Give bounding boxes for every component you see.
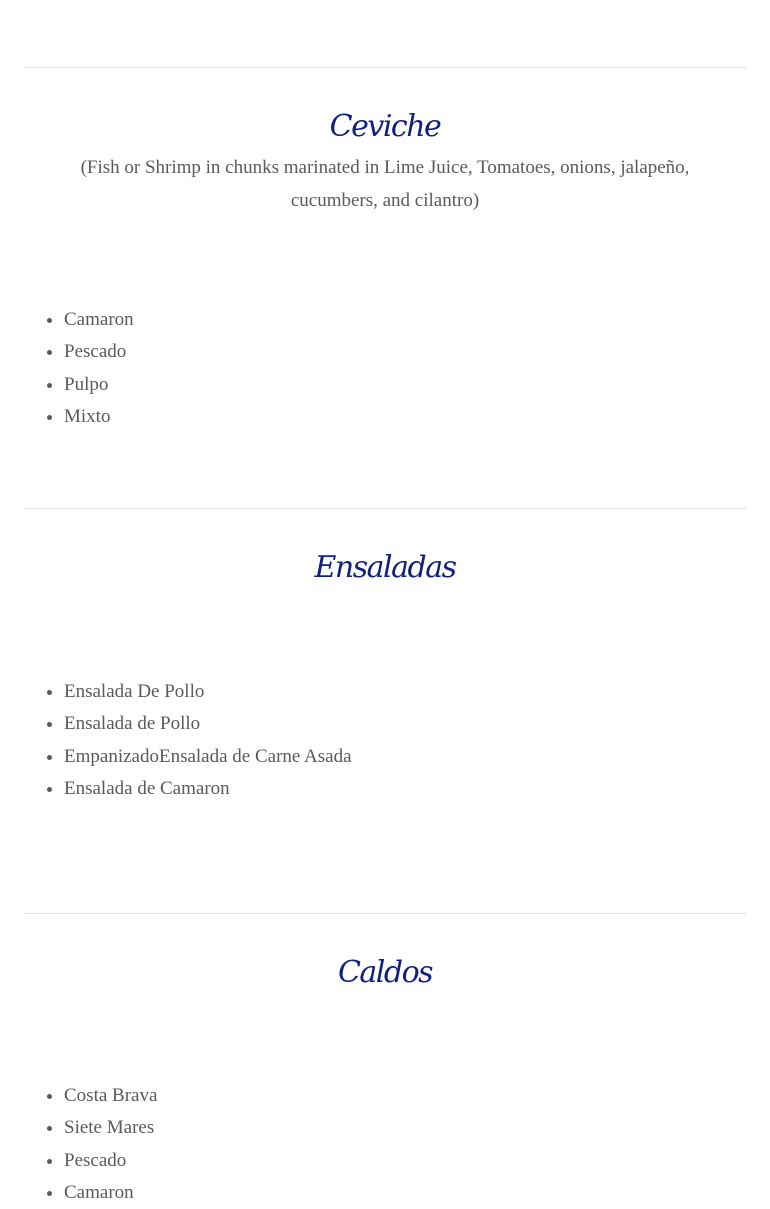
list-item: • Camaron — [64, 304, 364, 336]
ceviche-list — [24, 304, 364, 433]
section-title-ceviche: Ceviche — [329, 109, 441, 144]
caldos-list — [24, 1080, 364, 1209]
section-title-caldos: Caldos — [337, 955, 433, 990]
list-item: • Costa Brava — [64, 1080, 364, 1112]
section-divider — [24, 913, 746, 914]
list-item: • Ensalada De Pollo — [64, 676, 364, 708]
list-item: • Pescado — [64, 336, 364, 368]
section-description-ceviche: (Fish or Shrimp in chunks marinated in Lime Juice, Tomatoes, onions, jalapeño, cucumbers, and cilantro) — [80, 157, 690, 211]
list-item: • Ensalada de Pollo — [64, 708, 364, 740]
ensaladas-list — [24, 676, 364, 805]
section-divider — [24, 508, 746, 509]
section-title-ensaladas: Ensaladas — [314, 550, 456, 585]
list-item: • Pulpo — [64, 369, 364, 401]
list-item: • Ensalada de Camaron — [64, 773, 364, 805]
list-item: • Pescado — [64, 1145, 364, 1177]
list-item: • Camaron — [64, 1177, 364, 1209]
list-item: • EmpanizadoEnsalada de Carne Asada — [64, 741, 364, 773]
list-item: • Siete Mares — [64, 1112, 364, 1144]
section-divider — [24, 67, 746, 68]
list-item: • Mixto — [64, 401, 364, 433]
